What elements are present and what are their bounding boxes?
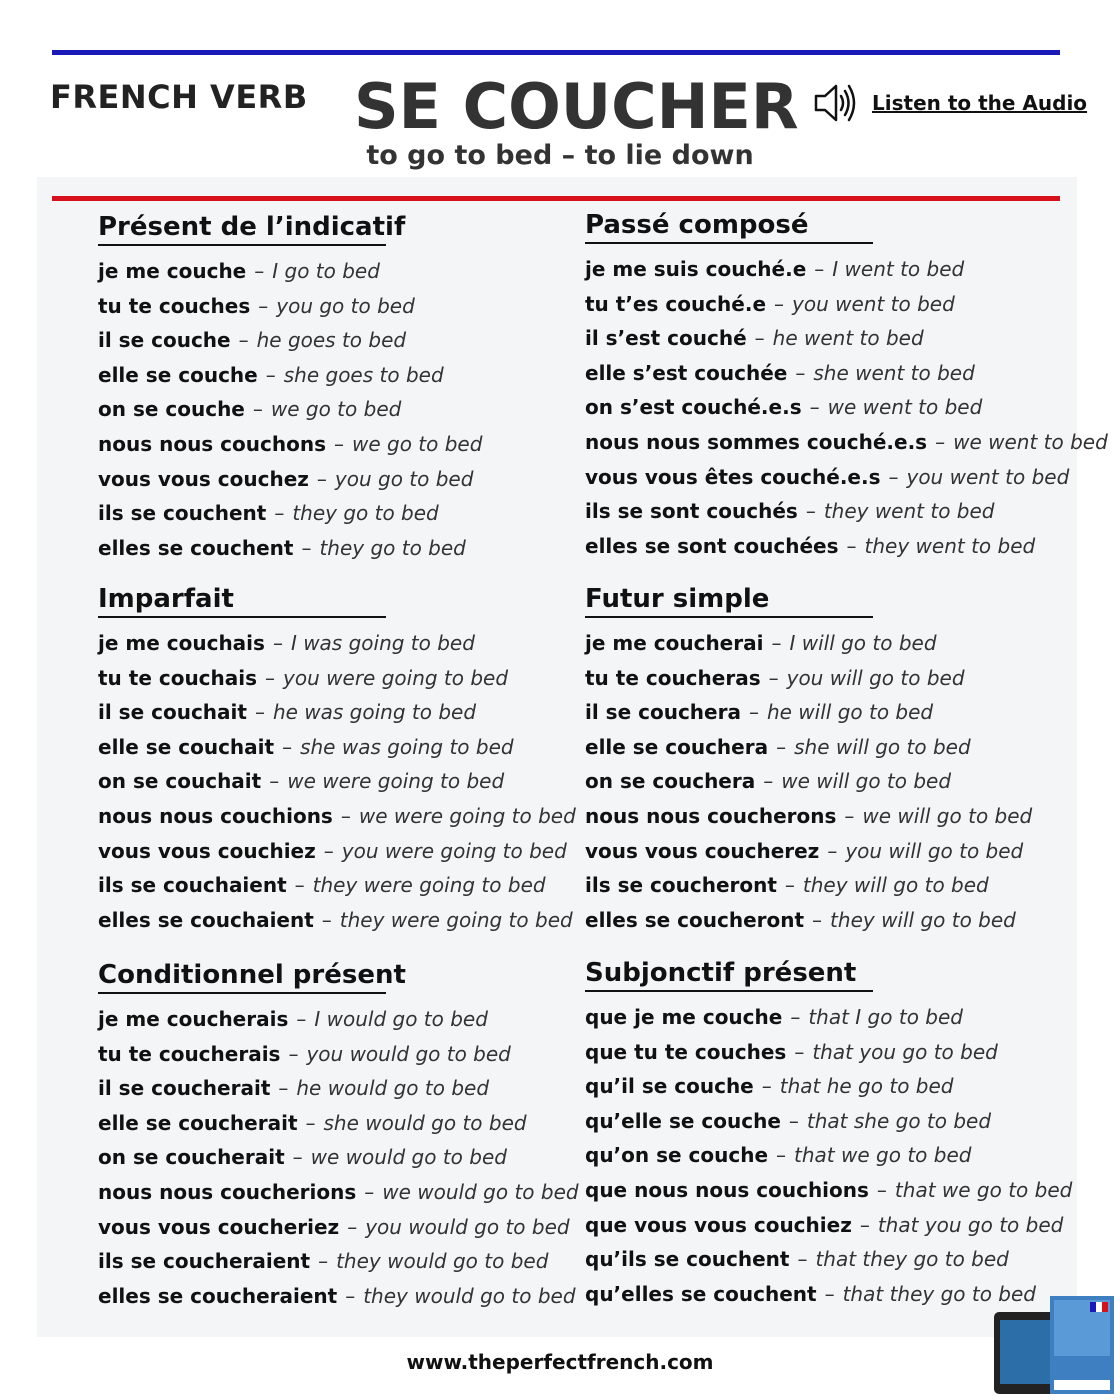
english-translation: we would go to bed [382, 1179, 579, 1204]
english-translation: she would go to bed [323, 1110, 527, 1135]
french-form: il se coucherait [98, 1076, 271, 1101]
red-rule [52, 196, 1060, 201]
french-form: vous vous couchez [98, 466, 309, 491]
conjugation-row [585, 529, 1065, 564]
french-form: elle s’est couchée [585, 360, 788, 385]
french-form: que je me couche [585, 1005, 783, 1029]
french-form: on se couche [98, 397, 245, 422]
conjugation-row [98, 1244, 578, 1279]
french-form: tu te couches [98, 293, 251, 318]
conjugation-row [585, 321, 1065, 356]
english-translation: that we go to bed [794, 1143, 972, 1168]
english-translation: I went to bed [832, 257, 965, 281]
conjugation-row [585, 1035, 1065, 1070]
dash-separator: – [340, 803, 351, 828]
dash-separator: – [301, 535, 312, 560]
french-form: tu te couchais [98, 665, 258, 690]
french-form: on se coucherait [98, 1145, 285, 1170]
french-form: il se couche [98, 328, 231, 353]
book-cover-icon [992, 1290, 1116, 1396]
english-translation: that they go to bed [815, 1247, 1009, 1272]
english-translation: we were going to bed [358, 803, 576, 828]
dash-separator: – [788, 1108, 799, 1133]
conjugation-row [585, 1138, 1065, 1173]
english-translation: I go to bed [272, 259, 380, 283]
dash-separator: – [748, 700, 759, 725]
french-form: je me coucherai [585, 631, 764, 655]
english-translation: he went to bed [772, 326, 924, 351]
english-translation: I would go to bed [314, 1007, 488, 1031]
dash-separator: – [272, 631, 283, 655]
dash-separator: – [258, 293, 269, 318]
dash-separator: – [790, 1005, 801, 1029]
conjugation-row [585, 494, 1065, 529]
conjugation-row [98, 1106, 578, 1141]
dash-separator: – [252, 397, 263, 422]
english-translation: he was going to bed [272, 700, 477, 725]
english-translation: she went to bed [813, 360, 975, 385]
conjugation-row [585, 903, 1065, 938]
verb-title: SE COUCHER [354, 70, 799, 143]
conjugation-row [98, 392, 578, 427]
french-form: elles se couchent [98, 535, 294, 560]
english-translation: I will go to bed [789, 631, 937, 655]
section-futur-simple [585, 584, 1065, 937]
conjugation-row [98, 462, 578, 497]
french-form: je me coucherais [98, 1007, 289, 1031]
section-imparfait [98, 584, 578, 937]
conjugation-row [585, 287, 1065, 322]
section-title: Présent de l’indicatif [98, 212, 386, 246]
french-form: je me couche [98, 259, 247, 283]
conjugation-row [98, 323, 578, 358]
conjugation-row [585, 1173, 1073, 1208]
french-form: nous nous sommes couché.e.s [585, 429, 928, 454]
conjugation-row [98, 903, 578, 938]
english-translation: that he go to bed [779, 1074, 954, 1099]
english-translation: they were going to bed [339, 907, 573, 932]
french-form: elle se couchera [585, 734, 769, 759]
french-form: qu’il se couche [585, 1074, 754, 1099]
dash-separator: – [294, 873, 305, 898]
conjugation-row [98, 1002, 578, 1037]
french-form: elles se couchaient [98, 907, 314, 932]
dash-separator: – [844, 803, 855, 828]
french-form: tu te coucheras [585, 665, 761, 690]
dash-separator: – [282, 734, 293, 759]
conjugation-row [585, 730, 1065, 765]
dash-separator: – [292, 1145, 303, 1170]
french-form: vous vous couchiez [98, 838, 316, 863]
english-translation: you would go to bed [365, 1214, 570, 1239]
french-form: elles se sont couchées [585, 533, 839, 558]
english-translation: you will go to bed [786, 665, 965, 690]
english-translation: we go to bed [270, 397, 402, 422]
conjugation-row [585, 460, 1070, 495]
french-form: elle se couche [98, 362, 258, 387]
conjugation-row [98, 289, 578, 324]
english-translation: you will go to bed [845, 838, 1024, 863]
french-form: que vous vous couchiez [585, 1212, 852, 1237]
english-translation: they will go to bed [830, 907, 1016, 932]
english-translation: he goes to bed [256, 328, 407, 353]
french-form: elles se coucheront [585, 907, 805, 932]
dash-separator: – [763, 769, 774, 794]
conjugation-row [585, 1104, 1065, 1139]
website-url[interactable]: www.theperfectfrench.com [406, 1350, 714, 1374]
french-form: elle se coucherait [98, 1110, 298, 1135]
english-translation: they would go to bed [363, 1283, 576, 1308]
french-form: elles se coucheraient [98, 1283, 338, 1308]
french-form: ils se couchent [98, 501, 267, 526]
conjugation-row [98, 358, 578, 393]
english-translation: that I go to bed [808, 1005, 963, 1029]
dash-separator: – [768, 665, 779, 690]
english-translation: we go to bed [351, 431, 483, 456]
french-form: ils se sont couchés [585, 499, 798, 524]
french-form: nous nous coucherons [585, 803, 837, 828]
english-translation: she goes to bed [283, 362, 444, 387]
conjugation-row [585, 626, 1065, 661]
conjugation-row [585, 390, 1065, 425]
conjugation-row [98, 1140, 578, 1175]
french-form: nous nous couchions [98, 803, 333, 828]
conjugation-row [585, 356, 1065, 391]
french-form: vous vous coucheriez [98, 1214, 340, 1239]
english-translation: I was going to bed [290, 631, 475, 655]
conjugation-row [585, 1242, 1065, 1277]
conjugation-row [585, 1000, 1065, 1035]
section-passe-compose [585, 210, 1108, 563]
french-form: on se couchait [98, 769, 262, 794]
english-translation: you were going to bed [341, 838, 567, 863]
french-form: nous nous couchons [98, 431, 326, 456]
conjugation-row [98, 254, 578, 289]
english-translation: he would go to bed [296, 1076, 490, 1101]
conjugation-row [98, 1071, 578, 1106]
top-rule [52, 50, 1060, 55]
conjugation-row [585, 834, 1065, 869]
french-form: ils se coucheront [585, 873, 777, 898]
english-translation: that she go to bed [806, 1108, 992, 1133]
french-form: il s’est couché [585, 326, 747, 351]
dash-separator: – [323, 838, 334, 863]
dash-separator: – [776, 1143, 787, 1168]
dash-separator: – [254, 700, 265, 725]
french-form: qu’ils se couchent [585, 1247, 790, 1272]
english-translation: you go to bed [334, 466, 474, 491]
english-translation: that you go to bed [812, 1039, 998, 1064]
dash-separator: – [238, 328, 249, 353]
section-present [98, 212, 578, 565]
dash-separator: – [316, 466, 327, 491]
dash-separator: – [254, 259, 265, 283]
dash-separator: – [333, 431, 344, 456]
dash-separator: – [784, 873, 795, 898]
conjugation-row [98, 764, 578, 799]
dash-separator: – [296, 1007, 307, 1031]
dash-separator: – [824, 1281, 835, 1306]
dash-separator: – [364, 1179, 375, 1204]
conjugation-row [585, 868, 1065, 903]
english-translation: she will go to bed [794, 734, 971, 759]
conjugation-row [585, 695, 1065, 730]
french-form: nous nous coucherions [98, 1179, 357, 1204]
english-translation: she was going to bed [300, 734, 514, 759]
french-form: que tu te couches [585, 1039, 787, 1064]
french-form: que nous nous couchions [585, 1177, 869, 1202]
section-title: Passé composé [585, 210, 873, 244]
english-translation: they go to bed [292, 501, 439, 526]
french-form: tu te coucherais [98, 1041, 281, 1066]
conjugation-row [98, 496, 578, 531]
french-form: je me couchais [98, 631, 265, 655]
english-translation: you were going to bed [283, 665, 509, 690]
french-form: elle se couchait [98, 734, 275, 759]
conjugation-row [98, 1210, 578, 1245]
dash-separator: – [846, 533, 857, 558]
dash-separator: – [797, 1247, 808, 1272]
french-form: qu’on se couche [585, 1143, 769, 1168]
audio-link-group[interactable] [812, 80, 1087, 126]
label-french-verb: FRENCH VERB [50, 78, 308, 116]
section-title: Conditionnel présent [98, 960, 386, 994]
conjugation-row [585, 252, 1065, 287]
english-translation: we will go to bed [781, 769, 952, 794]
dash-separator: – [876, 1177, 887, 1202]
dash-separator: – [754, 326, 765, 351]
listen-audio-link[interactable]: Listen to the Audio [872, 91, 1088, 115]
dash-separator: – [827, 838, 838, 863]
dash-separator: – [776, 734, 787, 759]
conjugation-row [98, 868, 578, 903]
french-form: je me suis couché.e [585, 257, 807, 281]
conjugation-row [98, 695, 578, 730]
english-translation: we would go to bed [310, 1145, 507, 1170]
english-translation: we will go to bed [862, 803, 1033, 828]
conjugation-row [98, 799, 578, 834]
english-translation: we went to bed [953, 429, 1108, 454]
conjugation-row [98, 730, 578, 765]
english-translation: they would go to bed [336, 1249, 549, 1274]
section-conditionnel [98, 960, 578, 1313]
dash-separator: – [278, 1076, 289, 1101]
english-translation: that they go to bed [842, 1281, 1037, 1306]
conjugation-row [585, 1069, 1065, 1104]
dash-separator: – [761, 1074, 772, 1099]
conjugation-row [98, 834, 578, 869]
english-translation: you went to bed [906, 464, 1070, 489]
section-title: Futur simple [585, 584, 873, 618]
section-title: Imparfait [98, 584, 386, 618]
french-form: qu’elle se couche [585, 1108, 781, 1133]
dash-separator: – [812, 907, 823, 932]
dash-separator: – [305, 1110, 316, 1135]
french-form: ils se couchaient [98, 873, 287, 898]
dash-separator: – [288, 1041, 299, 1066]
dash-separator: – [771, 631, 782, 655]
english-translation: that we go to bed [894, 1177, 1073, 1202]
dash-separator: – [318, 1249, 329, 1274]
english-translation: we went to bed [827, 395, 983, 420]
english-translation: he will go to bed [766, 700, 934, 725]
conjugation-row [98, 1037, 578, 1072]
dash-separator: – [345, 1283, 356, 1308]
dash-separator: – [814, 257, 825, 281]
dash-separator: – [888, 464, 899, 489]
dash-separator: – [274, 501, 285, 526]
dash-separator: – [795, 360, 806, 385]
dash-separator: – [809, 395, 820, 420]
verb-translation: to go to bed – to lie down [366, 140, 754, 171]
conjugation-row [98, 531, 578, 566]
dash-separator: – [269, 769, 280, 794]
english-translation: they went to bed [864, 533, 1036, 558]
english-translation: you would go to bed [306, 1041, 511, 1066]
english-translation: you go to bed [276, 293, 415, 318]
french-form: il se couchera [585, 700, 741, 725]
french-form: tu t’es couché.e [585, 291, 767, 316]
dash-separator: – [805, 499, 816, 524]
conjugation-row [585, 1208, 1065, 1243]
french-form: on se couchera [585, 769, 756, 794]
english-translation: you went to bed [792, 291, 955, 316]
french-form: vous vous êtes couché.e.s [585, 464, 881, 489]
french-form: vous vous coucherez [585, 838, 820, 863]
dash-separator: – [935, 429, 946, 454]
conjugation-row [585, 425, 1108, 460]
conjugation-row [98, 1175, 578, 1210]
section-subjonctif [585, 958, 1073, 1311]
dash-separator: – [265, 665, 276, 690]
dash-separator: – [794, 1039, 805, 1064]
english-translation: they went to bed [823, 499, 995, 524]
english-translation: they will go to bed [802, 873, 989, 898]
dash-separator: – [321, 907, 332, 932]
english-translation: we were going to bed [287, 769, 505, 794]
dash-separator: – [347, 1214, 358, 1239]
english-translation: they were going to bed [312, 873, 546, 898]
english-translation: they go to bed [319, 535, 466, 560]
conjugation-row [98, 1279, 578, 1314]
conjugation-row [98, 626, 578, 661]
conjugation-row [98, 427, 578, 462]
conjugation-row [98, 661, 578, 696]
french-form: ils se coucheraient [98, 1249, 311, 1274]
section-title: Subjonctif présent [585, 958, 873, 992]
dash-separator: – [859, 1212, 870, 1237]
dash-separator: – [774, 291, 785, 316]
conjugation-row [585, 661, 1065, 696]
dash-separator: – [265, 362, 276, 387]
conjugation-row [585, 764, 1065, 799]
speaker-icon[interactable] [812, 80, 858, 126]
french-form: il se couchait [98, 700, 247, 725]
french-form: qu’elles se couchent [585, 1281, 817, 1306]
conjugation-row [585, 799, 1065, 834]
english-translation: that you go to bed [877, 1212, 1064, 1237]
french-form: on s’est couché.e.s [585, 395, 802, 420]
